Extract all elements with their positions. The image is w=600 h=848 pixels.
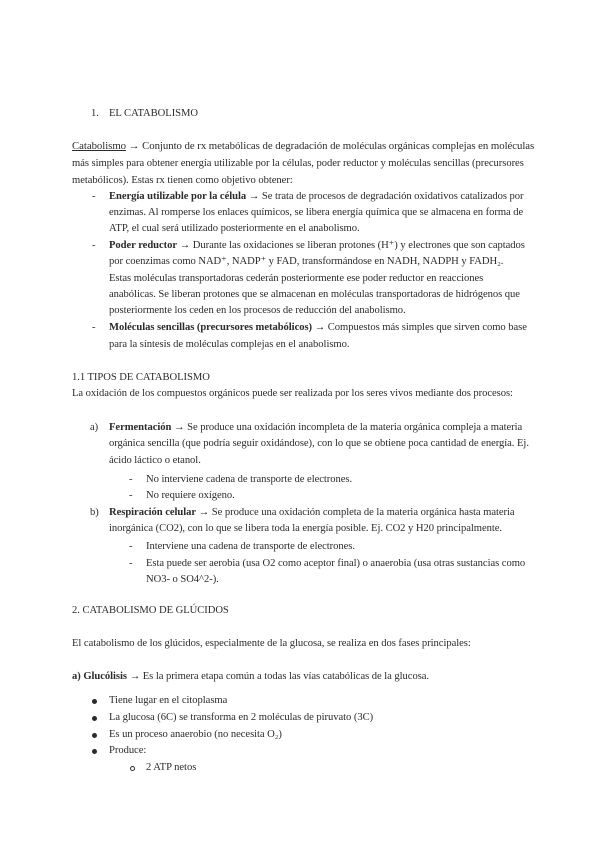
catabolism-definition-line-1 [72,140,534,153]
subsection-title: 1.1 TIPOS DE CATABOLISMO [72,372,210,383]
dash-bullet: - [129,558,133,569]
respiration-sub-2-line-1: Esta puede ser aerobia (usa O2 como aceptor final) o anaerobia (usa otras sustancias como [146,558,526,569]
reducing-power-term: Poder reductor [109,240,178,251]
definition-text: Conjunto de rx metabólicas de degradación de moléculas orgánicas complejas en moléculas [139,140,535,152]
reducing-power-line-3: Estas moléculas transportadoras cederán posteriormente ese poder reductor en reacciones [109,273,484,284]
dash-bullet: - [129,490,133,501]
glycolysis-term: a) Glucólisis [72,671,127,682]
fermentation-line-2: orgánica sencilla (que podría seguir oxidándose), con lo que se obtiene poca cantidad de energía. Ej. [109,438,529,449]
glycolysis-bullet-3: Es un proceso anaerobio (no necesita O₂) [109,729,282,740]
fermentation-text: → Se produce una oxidación incompleta de la materia orgánica compleja a materia [171,422,523,433]
list-label-a: a) [90,422,99,433]
reducing-power-line-4: anabólicas. Se liberan protones que se almacenan en moléculas transportadoras de hidrógenos que [109,289,520,300]
fermentation-line-1 [109,421,522,434]
respiration-sub-1: Interviene una cadena de transporte de electrones. [146,541,355,552]
catabolism-definition-line-3: metabólicos). Estas rx tienen como objetivo obtener: [72,175,293,186]
simple-molecules-line-1 [109,321,527,334]
dash-bullet: - [92,322,96,333]
respiration-line-1 [109,506,515,519]
section-2-intro: El catabolismo de los glúcidos, especialmente de la glucosa, se realiza en dos fases principales: [72,638,471,649]
fermentation-sub-2: No requiere oxígeno. [146,490,235,501]
fermentation-sub-1: No interviene cadena de transporte de electrones. [146,474,353,485]
bullet-dot [92,699,97,704]
energy-item-line-3: ATP, el cual será utilizado posteriormente en el anabolismo. [109,223,360,234]
bullet-dot [92,733,97,738]
dash-bullet: - [129,541,133,552]
dash-bullet: - [92,240,96,251]
glycolysis-bullet-1: Tiene lugar en el citoplasma [109,695,228,706]
energy-item-line-2: enzimas. Al romperse los enlaces químicos, se libera energía química que se almacena en forma de [109,207,524,218]
respiration-line-2: inorgánica (CO2), con lo que se libera toda la energía posible. Ej. CO2 y H20 principalmente. [109,523,502,534]
simple-molecules-line-2: para la síntesis de moléculas complejas en el anabolismo. [109,339,350,350]
reducing-power-text: → Durante las oxidaciones se liberan protones (H⁺) y electrones que son captados [177,240,525,251]
catabolism-definition-line-2: más simples para obtener energía utilizable por la células, poder reductor y moléculas sencillas (precursores [72,158,524,169]
bullet-dot [92,749,97,754]
list-label-b: b) [90,507,99,518]
energy-item-line-1 [109,190,524,203]
glycolysis-bullet-2: La glucosa (6C) se transforma en 2 moléculas de piruvato (3C) [109,712,374,723]
glycolysis-text: → Es la primera etapa común a todas las vías catabólicas de la glucosa. [126,671,430,682]
energy-term: Energía utilizable por la célula [109,191,247,202]
glycolysis-heading [72,670,429,683]
catabolism-term: Catabolismo [72,140,127,152]
glycolysis-bullet-4: Produce: [109,745,147,756]
bullet-ring [130,766,135,771]
glycolysis-sub-bullet-1: 2 ATP netos [146,762,197,773]
reducing-power-line-1 [109,239,525,252]
section-2-title: 2. CATABOLISMO DE GLÚCIDOS [72,605,229,616]
simple-molecules-text: → Compuestos más simples que sirven como base [312,322,527,333]
reducing-power-line-2: por coenzimas como NAD⁺, NADP⁺ y FAD, transformándose en NADH, NADPH y FADH₂. [109,256,504,267]
simple-molecules-term: Moléculas sencillas (precursores metabólicos) [109,322,313,333]
respiration-text: → Se produce una oxidación completa de la materia orgánica hasta materia [196,507,515,518]
respiration-sub-2-line-2: NO3- o SO4^2-). [146,574,219,585]
fermentation-line-3: ácido láctico o etanol. [109,455,201,466]
bullet-dot [92,716,97,721]
respiration-term: Respiración celular [109,507,197,518]
dash-bullet: - [129,474,133,485]
section-number: 1. [91,108,99,119]
reducing-power-line-5: posteriormente los ceden en los procesos de reducción del anabolismo. [109,305,406,316]
section-title: EL CATABOLISMO [109,108,198,119]
energy-text: → Se trata de procesos de degradación oxidativos catalizados por [246,191,524,202]
fermentation-term: Fermentación [109,422,172,433]
arrow: → [128,140,140,152]
dash-bullet: - [92,191,96,202]
subsection-intro: La oxidación de los compuestos orgánicos puede ser realizada por los seres vivos mediante dos procesos: [72,388,513,399]
